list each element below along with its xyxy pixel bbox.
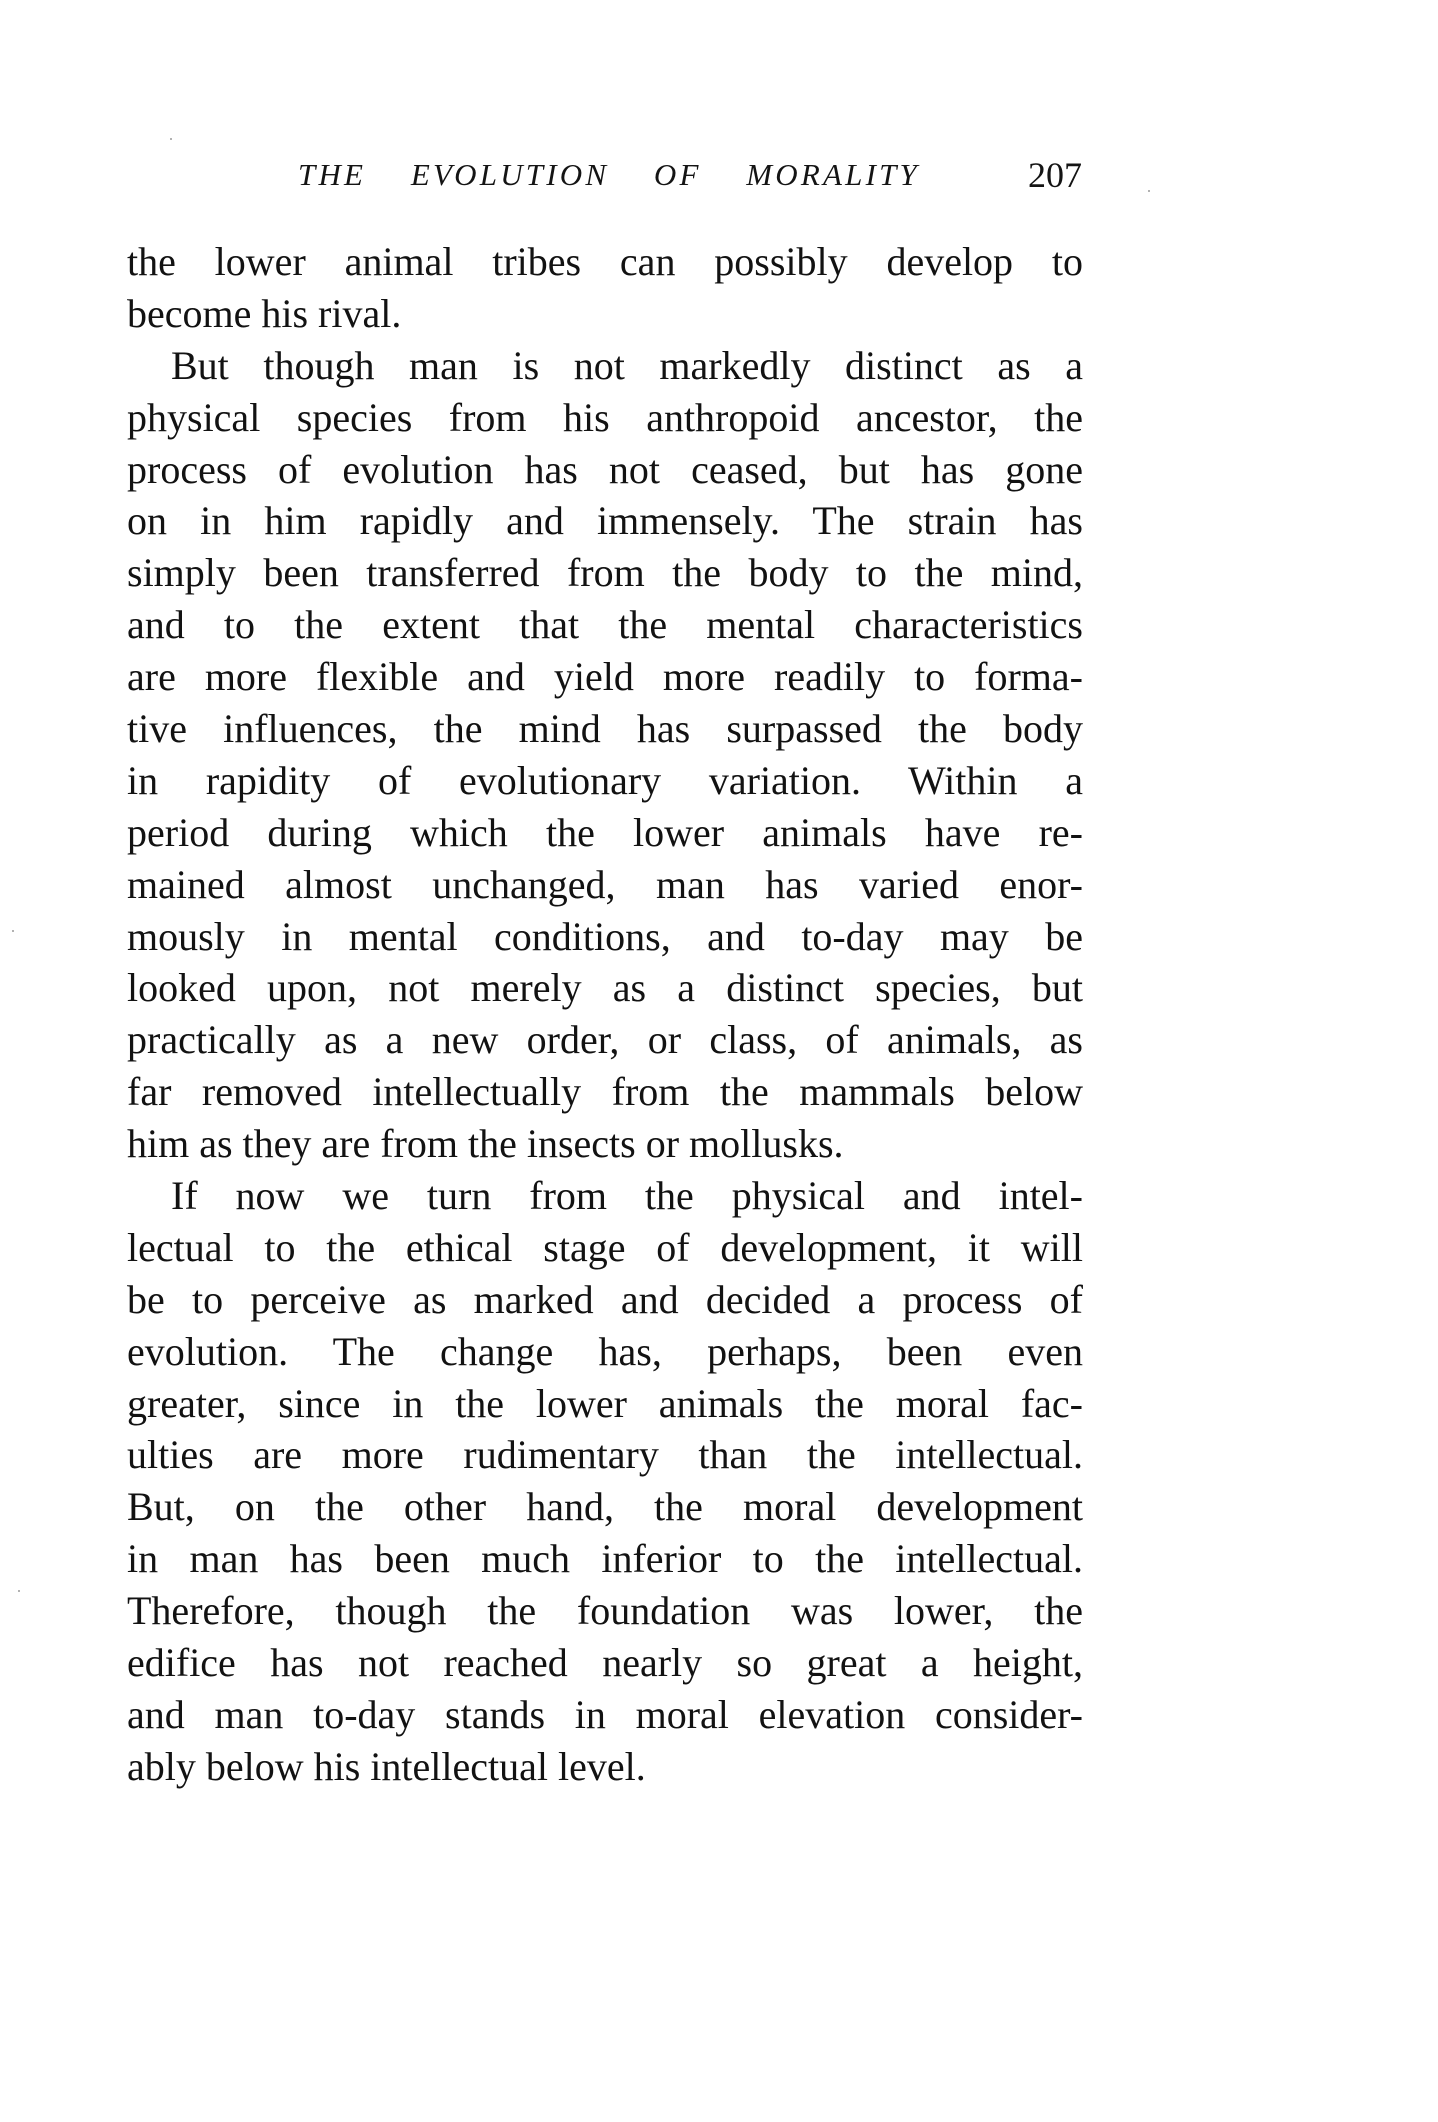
text-line: mously in mental conditions, and to-day may be: [127, 913, 1083, 959]
text-line: looked upon, not merely as a distinct species, but: [127, 965, 1083, 1011]
text-line: are more flexible and yield more readily to forma-: [127, 654, 1083, 700]
text-line: become his rival.: [127, 290, 402, 336]
page-number: 207: [1028, 155, 1082, 195]
text-line: on in him rapidly and immensely. The strain has: [127, 498, 1083, 544]
text-line: physical species from his anthropoid ancestor, the: [127, 394, 1083, 440]
text-line: But, on the other hand, the moral development: [127, 1484, 1083, 1530]
running-head: [298, 155, 1082, 195]
text-line: him as they are from the insects or mollusks.: [127, 1121, 844, 1167]
text-line: simply been transferred from the body to the mind,: [127, 550, 1083, 596]
text-line: ably below his intellectual level.: [127, 1743, 646, 1789]
text-line: Therefore, though the foundation was lower, the: [127, 1588, 1083, 1634]
running-head-title: THE EVOLUTION OF MORALITY: [298, 157, 920, 192]
text-line: practically as a new order, or class, of animals, as: [127, 1017, 1083, 1063]
scan-speck: [170, 138, 172, 140]
text-line: lectual to the ethical stage of development, it will: [127, 1224, 1083, 1270]
text-line: evolution. The change has, perhaps, been even: [127, 1328, 1083, 1374]
text-line: in rapidity of evolutionary variation. Within a: [127, 757, 1083, 803]
text-line: tive influences, the mind has surpassed the body: [127, 706, 1083, 752]
text-line: mained almost unchanged, man has varied enor-: [127, 861, 1083, 907]
paragraph-2: [127, 340, 1083, 1170]
text-line: in man has been much inferior to the intellectual.: [127, 1536, 1083, 1582]
scan-speck: [12, 930, 14, 932]
text-line: and to the extent that the mental characteristics: [127, 602, 1083, 648]
text-line: far removed intellectually from the mammals below: [127, 1069, 1083, 1115]
paragraph-3: [127, 1170, 1083, 1793]
scan-speck: [1148, 190, 1150, 192]
text-line: greater, since in the lower animals the moral fac-: [127, 1380, 1083, 1426]
text-line: and man to-day stands in moral elevation consider-: [127, 1691, 1083, 1737]
text-line: process of evolution has not ceased, but has gone: [127, 446, 1083, 492]
scan-speck: [18, 1590, 20, 1592]
text-line: ulties are more rudimentary than the intellectual.: [127, 1432, 1083, 1478]
text-line: If now we turn from the physical and intel-: [171, 1173, 1083, 1219]
text-line: But though man is not markedly distinct as a: [171, 342, 1083, 388]
body-text: [127, 236, 1083, 1793]
text-line: be to perceive as marked and decided a process of: [127, 1276, 1083, 1322]
text-line: period during which the lower animals have re-: [127, 809, 1083, 855]
text-line: the lower animal tribes can possibly develop to: [127, 239, 1083, 284]
text-line: edifice has not reached nearly so great a height,: [127, 1640, 1083, 1686]
paragraph-1: [127, 236, 1083, 340]
